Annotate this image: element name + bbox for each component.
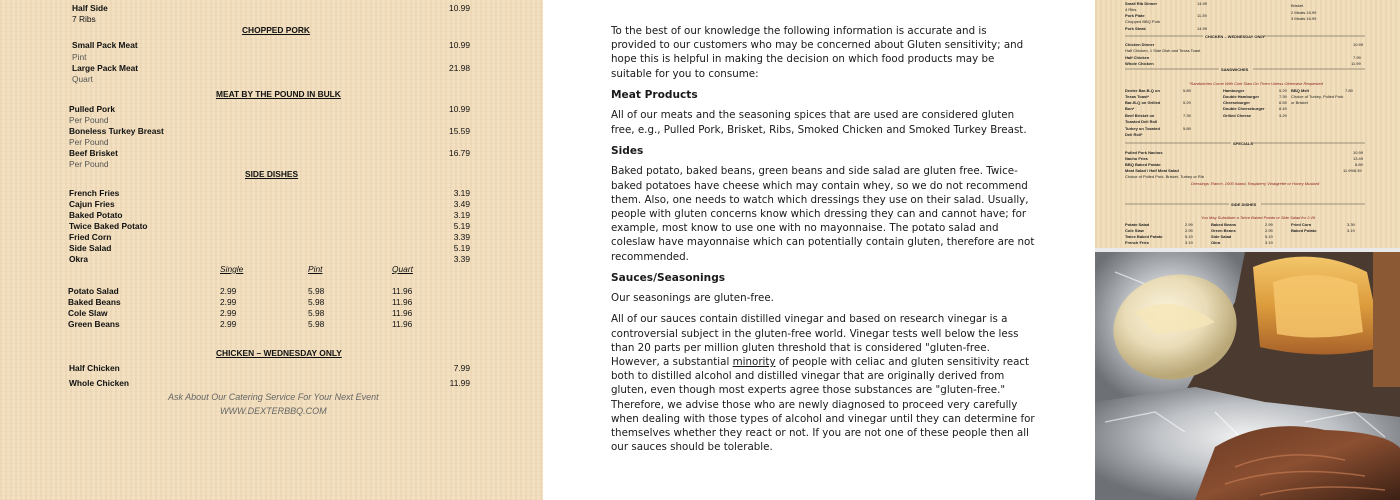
column-header-single: Single [220, 264, 244, 274]
thumb-item: Bar-B-Q on Grilled [1125, 100, 1161, 105]
menu-item-label: Pulled Pork [69, 104, 116, 114]
menu-item-unit: Per Pound [69, 159, 109, 169]
thumb-price: 11.39 [1197, 13, 1207, 18]
thumb-price: 2.99 [1185, 222, 1193, 227]
menu-item-label: Side Salad [69, 243, 112, 253]
thumb-item: Texas Toast* [1125, 94, 1150, 99]
thumb-price: 5.19 [1265, 234, 1273, 239]
menu-item-label: Small Pack Meat [72, 40, 138, 50]
thumb-note: You May Substitute a Twice Baked Potato or Side Salad for 2.49 [1201, 215, 1315, 220]
menu-item-price: 15.59 [449, 126, 470, 136]
thumb-price: 5.89 [1183, 126, 1191, 131]
thumb-heading: CHICKEN – WEDNESDAY ONLY [1205, 34, 1266, 39]
thumb-price: 3.39 [1347, 222, 1355, 227]
thumb-price: 10.99 [1353, 150, 1364, 155]
thumb-heading: SANDWICHES [1221, 67, 1249, 72]
price-pint: 5.98 [308, 286, 325, 296]
thumb-item: or Brisket [1291, 100, 1308, 105]
thumb-item: Beef Brisket on [1125, 113, 1155, 118]
price-single: 2.99 [220, 308, 237, 318]
menu-thumbnail [1095, 0, 1400, 248]
thumb-item: Bun* [1125, 106, 1135, 111]
meat-heading: Meat Products [611, 88, 698, 101]
sauces-heading: Sauces/Seasonings [611, 271, 726, 284]
menu-item-label: Green Beans [68, 319, 120, 329]
column-header-quart: Quart [392, 264, 413, 274]
catering-note: Ask About Our Catering Service For Your Next Event [168, 392, 379, 402]
intro-paragraph: To the best of our knowledge the following information is accurate and is provided to our customers who may be concerned about Gluten sensitivity; and hope this is helpful in making the decision on which food products may be suitable for you to consume: [611, 25, 1024, 80]
menu-item-price: 10.99 [449, 104, 470, 114]
thumb-price: 13.49 [1353, 156, 1364, 161]
thumb-item: BBQ Melt [1291, 88, 1309, 93]
gluten-info-document [543, 0, 1095, 500]
thumb-item: Half Chicken [1125, 55, 1150, 60]
menu-item-price: 11.99 [449, 378, 470, 388]
menu-item-unit: Per Pound [69, 137, 109, 147]
thumb-price: 3.19 [1185, 240, 1193, 245]
menu-item-label: Whole Chicken [69, 378, 130, 388]
thumb-item: Cole Slaw [1125, 228, 1144, 233]
thumb-item: Double Hamburger [1223, 94, 1260, 99]
menu-item-label: Half Side [72, 3, 108, 13]
thumb-note: Dressings: Ranch, 1000 Island, Raspberry Vinaigrette or Honey Mustard [1191, 181, 1320, 186]
thumb-item: Small Rib Dinner [1125, 1, 1158, 6]
menu-item-unit: Pint [72, 52, 87, 62]
menu-item-price: 21.98 [449, 63, 470, 73]
menu-item-price: 5.19 [453, 221, 470, 231]
thumb-item: French Fries [1125, 240, 1150, 245]
menu-item-label: French Fries [69, 188, 120, 198]
thumb-item: Pork Steak [1125, 26, 1146, 31]
thumb-price: 8.89 [1355, 162, 1363, 167]
thumb-price: 10.99 [1353, 42, 1364, 47]
sauces-text-b: of people with celiac and gluten sensitivity react both to distilled alcohol and distilled vinegar that are originally derived from gluten, even though most experts agree those substances are "gluten-free." Therefore, we advise those who are newly diagnosed to proceed very carefully when dealing with those types of alcohol and vinegar until they can determine for themselves whether they react or not. If you are not one of these people then all our sauces should be tolerable. [611, 356, 1035, 454]
price-pint: 5.98 [308, 297, 325, 307]
thumb-item: 4 Ribs [1125, 7, 1137, 12]
price-quart: 11.96 [392, 308, 413, 318]
thumb-price: 3.29 [1279, 113, 1287, 118]
sides-heading: Sides [611, 144, 644, 157]
thumb-price: 7.99 [1353, 55, 1361, 60]
thumb-item: Half Chicken, 1 Side Dish and Texas Toast [1125, 48, 1201, 53]
thumb-price: 2.99 [1265, 222, 1273, 227]
menu-item-price: 5.19 [453, 243, 470, 253]
thumb-price: 14.99 [1197, 26, 1208, 31]
menu-item-label: Large Pack Meat [72, 63, 139, 73]
menu-item-price: 7.99 [453, 363, 470, 373]
thumb-item: Meat Salad / Half Meat Salad [1125, 168, 1179, 173]
section-heading-chicken: CHICKEN – WEDNESDAY ONLY [216, 348, 342, 358]
website-url[interactable]: WWW.DEXTERBBQ.COM [220, 406, 327, 416]
thumb-item: Potato Salad [1125, 222, 1150, 227]
menu-item-price: 3.19 [453, 210, 470, 220]
menu-item-label: Potato Salad [68, 286, 119, 296]
menu-page [0, 0, 543, 500]
thumb-item: Toasted Deli Roll [1125, 119, 1158, 124]
thumb-price: 7.39 [1279, 94, 1287, 99]
price-single: 2.99 [220, 297, 237, 307]
thumb-item: Dexter Bar-B-Q on [1125, 88, 1160, 93]
section-heading-chopped-pork: CHOPPED PORK [242, 25, 310, 35]
thumb-item: Chicken Dinner [1125, 42, 1155, 47]
thumb-price: 8.49 [1279, 106, 1287, 111]
thumb-item: Whole Chicken [1125, 61, 1154, 66]
thumb-item: Brisket [1291, 3, 1304, 8]
thumb-item: Hamburger [1223, 88, 1245, 93]
thumb-item: Baked Potato [1291, 228, 1317, 233]
menu-item-label: Beef Brisket [69, 148, 118, 158]
thumb-price: 2.99 [1185, 228, 1193, 233]
thumb-item: Nacho Fries [1125, 156, 1148, 161]
thumb-item: Turkey on Toasted [1125, 126, 1160, 131]
thumb-price: 7.39 [1183, 113, 1191, 118]
menu-item-unit: Quart [72, 74, 93, 84]
menu-item-price: 16.79 [449, 148, 470, 158]
sauces-text-a: All of our sauces contain distilled vinegar and based on research vinegar is a controversial subject in the gluten-free world. Vinegar tests well below the less than 20 parts per million gluten threshold that is considered "gluten-free. However, a substantial [611, 313, 1019, 369]
sauces-intro: Our seasonings are gluten-free. [611, 292, 774, 305]
menu-item-price: 3.39 [453, 232, 470, 242]
thumb-item: Fried Corn [1291, 222, 1312, 227]
thumb-price: 11.99/8.39 [1343, 168, 1362, 173]
menu-item-label: Cajun Fries [69, 199, 115, 209]
menu-item-label: Cole Slaw [68, 308, 108, 318]
price-quart: 11.96 [392, 286, 413, 296]
sauces-paragraph [611, 312, 1035, 454]
thumb-item: Chopped BBQ Pork [1125, 19, 1161, 24]
menu-item-qty: 7 Ribs [72, 14, 96, 24]
thumb-item: Side Salad [1211, 234, 1232, 239]
price-quart: 11.96 [392, 319, 413, 329]
thumb-item: Twice Baked Potato [1125, 234, 1163, 239]
food-photo-illustration [1095, 252, 1400, 500]
food-photo [1095, 252, 1400, 500]
price-single: 2.99 [220, 286, 237, 296]
thumb-heading: SIDE DISHES [1231, 202, 1257, 207]
menu-item-price: 10.99 [449, 40, 470, 50]
menu-item-label: Baked Potato [69, 210, 123, 220]
price-pint: 5.98 [308, 308, 325, 318]
menu-item-price: 10.99 [449, 3, 470, 13]
thumb-item: Pork Plate [1125, 13, 1145, 18]
menu-item-label: Fried Corn [69, 232, 112, 242]
thumb-price: 5.29 [1279, 88, 1287, 93]
thumb-item: Pulled Pork Nachos [1125, 150, 1163, 155]
thumb-item: Cheeseburger [1223, 100, 1250, 105]
menu-item-price: 3.49 [453, 199, 470, 209]
thumb-rules [1095, 0, 1400, 248]
meat-paragraph: All of our meats and the seasoning spices that are used are considered gluten free, e.g., Pulled Pork, Brisket, Ribs, Smoked Chicken and Smoked Turkey Breast. [611, 109, 1027, 136]
thumb-price: 5.29 [1183, 100, 1191, 105]
price-pint: 5.98 [308, 319, 325, 329]
menu-item-label: Boneless Turkey Breast [69, 126, 164, 136]
section-heading-side-dishes: SIDE DISHES [245, 169, 299, 179]
thumb-item: Okra [1211, 240, 1221, 245]
thumb-note: *Sandwiches Come With Cole Slaw On Them Unless Otherwise Requested [1189, 81, 1323, 86]
thumb-heading: SPECIALS [1233, 141, 1254, 146]
thumb-item: Grilled Cheese [1223, 113, 1252, 118]
thumb-price: 2.99 [1265, 228, 1273, 233]
column-header-pint: Pint [308, 264, 323, 274]
thumb-price: 14.99 [1197, 1, 1208, 6]
section-heading-bulk: MEAT BY THE POUND IN BULK [216, 89, 341, 99]
thumb-price: 5.19 [1185, 234, 1193, 239]
sides-paragraph: Baked potato, baked beans, green beans and side salad are gluten free. Twice-baked potatoes have cheese which may contain whey, so we do not recommend them. Also, one needs to watch which dressings they use on their salad. Usually, people with gluten concerns know which dressing they can and cannot have; for example, most know to use one with no mayonnaise. The potato salad and coleslaw have mayonnaise which can potentially contain gluten, therefore are not recommended. [611, 165, 1035, 263]
thumb-item: Double Cheeseburger [1223, 106, 1265, 111]
thumb-item: 2 Meats 15.99 [1291, 10, 1317, 15]
menu-item-unit: Per Pound [69, 115, 109, 125]
menu-item-label: Half Chicken [69, 363, 120, 373]
menu-item-label: Baked Beans [68, 297, 121, 307]
thumb-item: Deli Roll* [1125, 132, 1143, 137]
thumb-price: 5.89 [1183, 88, 1191, 93]
thumb-item: Baked Beans [1211, 222, 1237, 227]
menu-item-price: 3.19 [453, 188, 470, 198]
price-single: 2.99 [220, 319, 237, 329]
menu-item-label: Twice Baked Potato [69, 221, 148, 231]
thumb-price: 11.99 [1351, 61, 1361, 66]
minority-word: minority [732, 356, 776, 369]
menu-item-label: Okra [69, 254, 89, 264]
thumb-item: BBQ Baked Potato [1125, 162, 1161, 167]
thumb-item: Green Beans [1211, 228, 1236, 233]
menu-item-price: 3.39 [453, 254, 470, 264]
thumb-price: 3.19 [1347, 228, 1355, 233]
thumb-item: 3 Meats 16.99 [1291, 16, 1317, 21]
thumb-price: 6.59 [1279, 100, 1287, 105]
thumb-item: Choice of Pulled Pork, Brisket, Turkey or Rib [1125, 174, 1204, 179]
thumb-price: 7.89 [1345, 88, 1353, 93]
thumb-item: Choice of Turkey, Pulled Pork [1291, 94, 1344, 99]
price-quart: 11.96 [392, 297, 413, 307]
thumb-price: 3.19 [1265, 240, 1273, 245]
